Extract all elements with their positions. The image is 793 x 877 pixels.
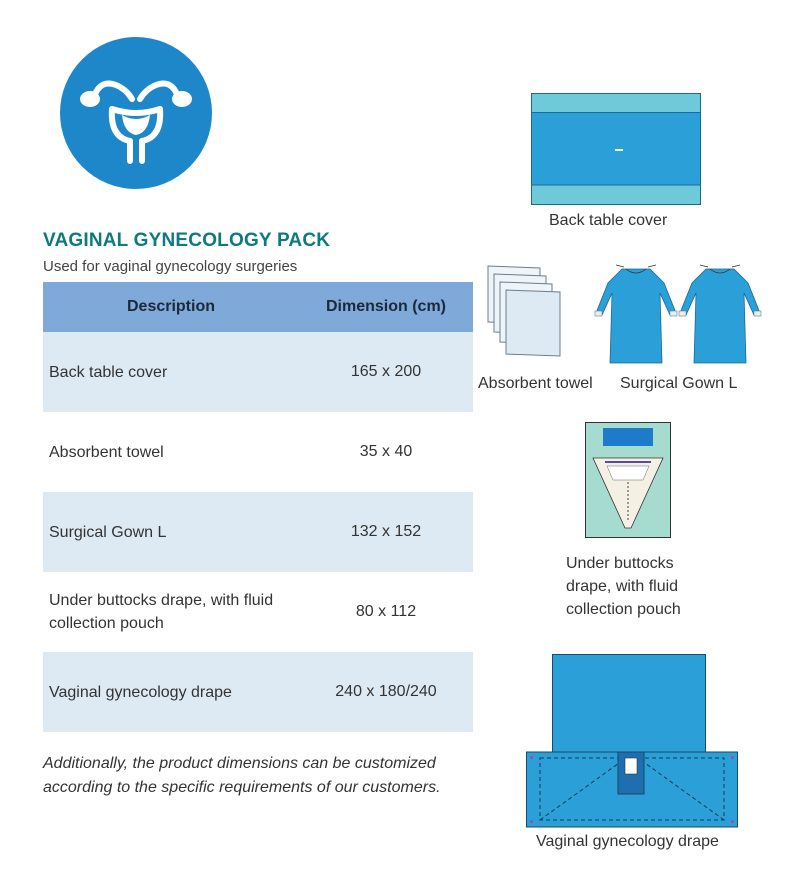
absorbent-towel-image: [484, 264, 564, 359]
surgical-gown-image: [594, 263, 768, 367]
under-buttocks-drape-image: [585, 422, 671, 538]
row-description: Vaginal gynecology drape: [49, 683, 232, 701]
caption-surgical-gown: Surgical Gown L: [620, 375, 738, 392]
row-description: Back table cover: [49, 363, 168, 381]
row-description: Under buttocks drape, with fluid collection pouch: [49, 592, 274, 632]
row-dimension: 35 x 40: [359, 443, 413, 460]
vaginal-gynecology-drape-image: [526, 654, 738, 828]
header-description: Description: [126, 298, 215, 315]
row-dimension: 240 x 180/240: [335, 683, 437, 700]
page-title: VAGINAL GYNECOLOGY PACK: [43, 230, 331, 251]
dimension-table: [43, 282, 473, 732]
row-dimension: 165 x 200: [350, 363, 422, 380]
caption-absorbent-towel: Absorbent towel: [478, 375, 593, 392]
uterus-icon: [60, 37, 212, 189]
table-row: [43, 652, 473, 732]
table-row: [43, 412, 473, 492]
caption-back-table-cover: Back table cover: [549, 212, 668, 229]
uterus-logo: [60, 37, 212, 189]
row-dimension: 80 x 112: [355, 603, 417, 620]
row-description: Surgical Gown L: [49, 523, 167, 541]
back-table-cover-image: [531, 93, 701, 205]
row-dimension: 132 x 152: [350, 523, 422, 540]
customization-note: Additionally, the product dimensions can be customized according to the specific requirements of our customers.: [43, 755, 441, 796]
table-row: [43, 492, 473, 572]
table-row: [43, 332, 473, 412]
page-subtitle: Used for vaginal gynecology surgeries: [43, 258, 298, 275]
header-dimension: Dimension (cm): [325, 298, 446, 315]
table-row: [43, 572, 473, 652]
row-description: Absorbent towel: [49, 443, 164, 461]
caption-under-buttocks-drape: Under buttocks drape, with fluid collection pouch: [566, 555, 681, 618]
caption-vaginal-gynecology-drape: Vaginal gynecology drape: [536, 833, 719, 850]
table-header: [43, 282, 473, 332]
